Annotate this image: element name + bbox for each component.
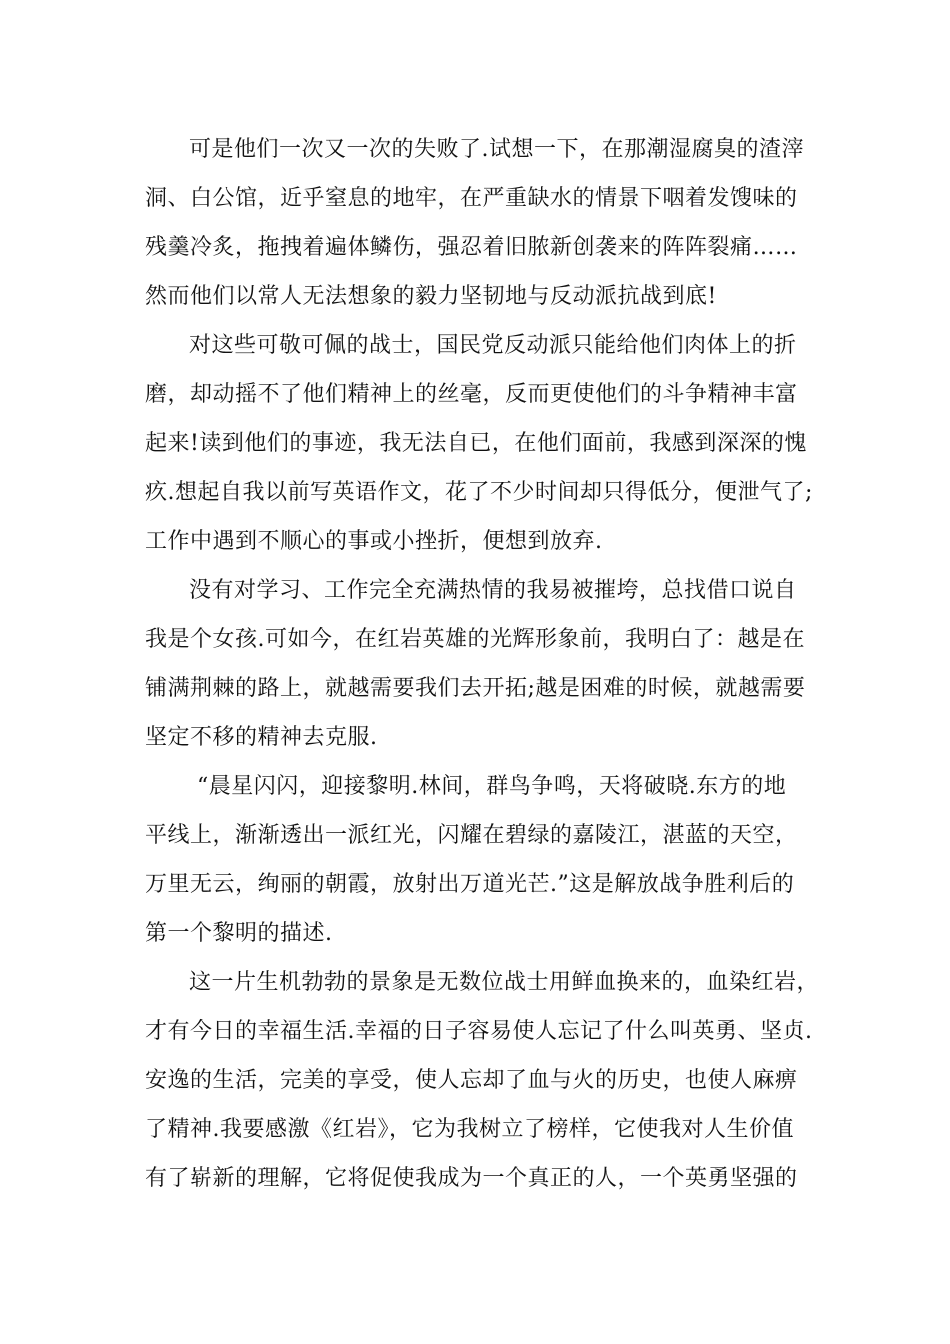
paragraph-3-line-4: 坚定不移的精神去克服.	[145, 725, 378, 750]
paragraph-2-line-1: 对这些可敬可佩的战士，国民党反动派只能给他们肉体上的折	[189, 333, 797, 358]
paragraph-3-line-3: 铺满荆棘的路上，就越需要我们去开拓;越是困难的时候，就越需要	[145, 676, 806, 701]
paragraph-4-line-2: 平线上，渐渐透出一派红光，闪耀在碧绿的嘉陵江，湛蓝的天空，	[145, 823, 798, 848]
paragraph-3-line-2: 我是个女孩.可如今，在红岩英雄的光辉形象前，我明白了：越是在	[145, 627, 805, 652]
paragraph-5-line-1: 这一片生机勃勃的景象是无数位战士用鲜血换来的，血染红岩，	[189, 970, 820, 995]
paragraph-5-line-5: 有了崭新的理解，它将促使我成为一个真正的人，一个英勇坚强的	[145, 1166, 798, 1191]
paragraph-3-line-1: 没有对学习、工作完全充满热情的我易被摧垮，总找借口说自	[189, 578, 797, 603]
paragraph-1-line-3: 残羹冷炙，拖拽着遍体鳞伤，强忍着旧脓新创袭来的阵阵裂痛……	[145, 235, 798, 260]
paragraph-5-line-2: 才有今日的幸福生活.幸福的日子容易使人忘记了什么叫英勇、坚贞.	[145, 1019, 813, 1044]
paragraph-2-line-3: 起来!读到他们的事迹，我无法自已，在他们面前，我感到深深的愧	[145, 431, 807, 456]
paragraph-4-line-3: 万里无云，绚丽的朝霞，放射出万道光芒.”这是解放战争胜利后的	[145, 872, 795, 897]
paragraph-5-line-3: 安逸的生活，完美的享受，使人忘却了血与火的历史，也使人麻痹	[145, 1068, 798, 1093]
paragraph-2-line-2: 磨，却动摇不了他们精神上的丝毫，反而更使他们的斗争精神丰富	[145, 382, 798, 407]
paragraph-5-line-4: 了精神.我要感激《红岩》，它为我树立了榜样，它使我对人生价值	[145, 1117, 794, 1142]
paragraph-4-line-1: “晨星闪闪，迎接黎明.林间，群鸟争鸣，天将破晓.东方的地	[197, 774, 787, 799]
paragraph-2-line-5: 工作中遇到不顺心的事或小挫折，便想到放弃.	[145, 529, 603, 554]
paragraph-4-line-4: 第一个黎明的描述.	[145, 921, 333, 946]
paragraph-1-line-1: 可是他们一次又一次的失败了.试想一下，在那潮湿腐臭的渣滓	[189, 137, 804, 162]
paragraph-2-line-4: 疚.想起自我以前写英语作文，花了不少时间却只得低分，便泄气了;	[145, 480, 813, 505]
paragraph-1-line-2: 洞、白公馆，近乎窒息的地牢，在严重缺水的情景下咽着发馊味的	[145, 186, 798, 211]
paragraph-1-line-4: 然而他们以常人无法想象的毅力坚韧地与反动派抗战到底!	[145, 284, 717, 309]
